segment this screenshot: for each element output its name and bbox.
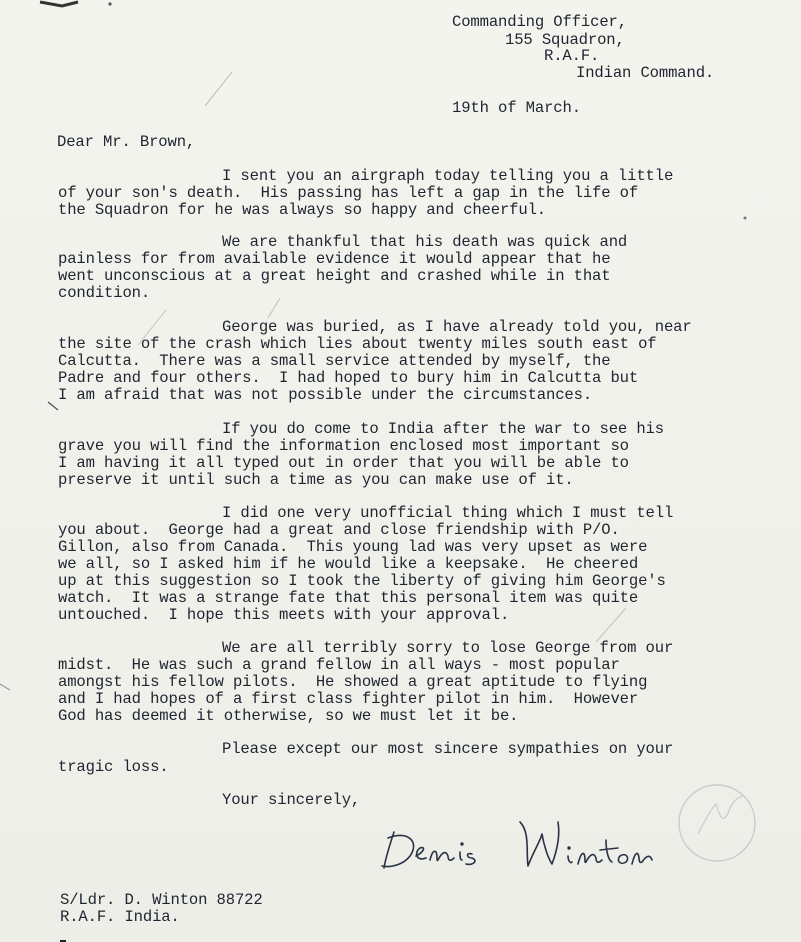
ink-dot: [744, 217, 747, 220]
letter-date: 19th of March.: [452, 99, 581, 117]
signature-block-line-1: S/Ldr. D. Winton 88722: [60, 891, 263, 909]
paragraph-2-line-2: painless for from available evidence it would appear that he: [58, 250, 611, 268]
paragraph-5-line-6: watch. It was a strange fate that this personal item was quite: [58, 589, 639, 607]
paragraph-6-line-4: and I had hopes of a first class fighter pilot in him. However: [58, 690, 639, 708]
paragraph-1-line-2: of your son's death. His passing has left a gap in the life of: [58, 184, 639, 202]
cut-off-text: [60, 936, 78, 942]
paragraph-1-line-1: I sent you an airgraph today telling you a little: [222, 167, 674, 185]
paragraph-5-line-5: up at this suggestion so I took the liberty of giving him George's: [58, 572, 666, 590]
paragraph-7-line-1: Please except our most sincere sympathies on your: [222, 740, 674, 758]
ink-dot: [108, 2, 111, 5]
paragraph-6-line-5: God has deemed it otherwise, so we must let it be.: [58, 707, 519, 725]
paragraph-5-line-3: Gillon, also from Canada. This young lad was very upset as were: [58, 538, 648, 556]
paragraph-4-line-1: If you do come to India after the war to see his: [222, 420, 664, 438]
pencil-mark: [596, 608, 626, 642]
pencil-stamp-circle: [672, 778, 762, 868]
signature-block-line-2: R.A.F. India.: [60, 908, 180, 926]
paragraph-5-line-4: we all, so I asked him if he would like a keepsake. He cheered: [58, 555, 639, 573]
handwritten-signature: [380, 812, 660, 882]
paragraph-3-line-4: Padre and four others. I had hoped to bury him in Calcutta but: [58, 369, 639, 387]
header-line-3: R.A.F.: [544, 47, 600, 65]
paragraph-3-line-3: Calcutta. There was a small service attended by myself, the: [58, 352, 611, 370]
paragraph-3-line-1: George was buried, as I have already told you, near: [222, 318, 692, 336]
closing: Your sincerely,: [222, 791, 361, 809]
paragraph-3-line-2: the site of the crash which lies about twenty miles south east of: [58, 335, 657, 353]
pencil-mark: [0, 684, 10, 690]
header-line-4: Indian Command.: [576, 64, 715, 82]
paragraph-5-line-2: you about. George had a great and close friendship with P/O.: [58, 521, 620, 539]
paragraph-2-line-1: We are thankful that his death was quick and: [222, 233, 628, 251]
paragraph-6-line-2: midst. He was such a grand fellow in all ways - most popular: [58, 656, 620, 674]
header-line-1: Commanding Officer,: [452, 13, 627, 31]
salutation: Dear Mr. Brown,: [57, 133, 196, 151]
paragraph-2-line-3: went unconscious at a great height and crashed while in that: [58, 267, 611, 285]
paragraph-5-line-1: I did one very unofficial thing which I must tell: [222, 504, 674, 522]
paragraph-4-line-2: grave you will find the information enclosed most important so: [58, 437, 629, 455]
paragraph-6-line-3: amongst his fellow pilots. He showed a great aptitude to flying: [58, 673, 648, 691]
paragraph-2-line-4: condition.: [58, 284, 151, 302]
paragraph-7-line-2: tragic loss.: [58, 758, 169, 776]
pencil-mark: [268, 298, 280, 318]
paragraph-1-line-3: the Squadron for he was always so happy and cheerful.: [58, 201, 547, 219]
paragraph-4-line-3: I am having it all typed out in order that you will be able to: [58, 454, 629, 472]
paragraph-4-line-4: preserve it until such a time as you can make use of it.: [58, 471, 574, 489]
corner-ink-mark: [40, 2, 78, 6]
paragraph-6-line-1: We are all terribly sorry to lose George from our: [222, 639, 674, 657]
header-line-2: 155 Squadron,: [505, 31, 625, 49]
paragraph-5-line-7: untouched. I hope this meets with your approval.: [58, 606, 510, 624]
pencil-mark: [48, 402, 58, 410]
pencil-mark: [205, 72, 232, 106]
paragraph-3-line-5: I am afraid that was not possible under the circumstances.: [58, 386, 593, 404]
